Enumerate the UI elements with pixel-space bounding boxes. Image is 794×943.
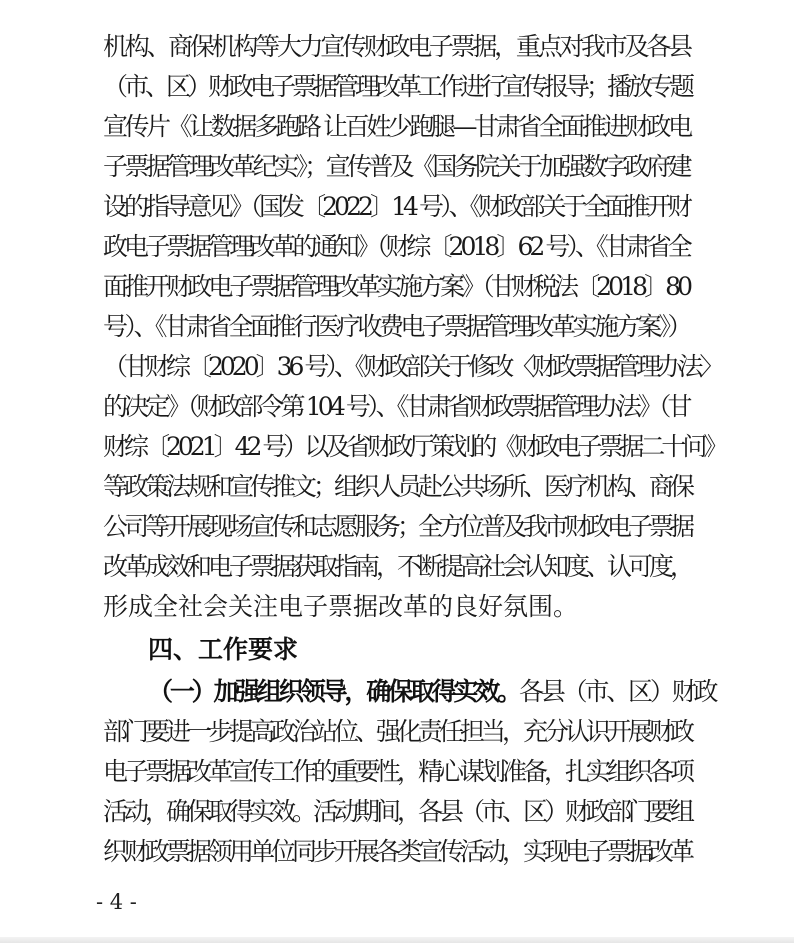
paragraph-line: 织财政票据领用单位同步开展各类宣传活动，实现电子票据改革	[103, 837, 692, 866]
page-number: - 4 -	[96, 890, 137, 914]
paragraph-line: 活动，确保取得实效。活动期间，各县（市、区）财政部门要组	[103, 797, 692, 826]
paragraph-line: 等政策法规和宣传推文；组织人员赴公共场所、医疗机构、商保	[103, 472, 692, 501]
paragraph-line: 的决定》（财政部令第 104 号）、《甘肃省财政票据管理办法》（甘	[103, 392, 689, 421]
paragraph-line: 部门要进一步提高政治站位、强化责任担当，充分认识开展财政	[103, 717, 692, 746]
paragraph-line: 改革成效和电子票据获取指南，不断提高社会认知度、认可度，	[103, 552, 692, 581]
paragraph-line: 电子票据改革宣传工作的重要性，精心谋划准备，扎实组织各项	[103, 757, 692, 786]
subsection-heading: （一）加强组织领导，确保取得实效。	[148, 677, 519, 706]
paragraph-line: 公司等开展现场宣传和志愿服务；全方位普及我市财政电子票据	[103, 512, 692, 541]
paragraph-line: （市、区）财政电子票据管理改革工作进行宣传报导；播放专题	[103, 72, 692, 101]
paragraph-line: 形成全社会关注电子票据改革的良好氛围。	[103, 592, 579, 621]
paragraph-line: 机构、商保机构等大力宣传财政电子票据，重点对我市及各县	[103, 32, 690, 61]
paragraph-line: 子票据管理改革纪实》；宣传普及《国务院关于加强数字政府建	[103, 152, 689, 181]
paragraph-line: 财综〔2021〕42 号）以及省财政厅策划的《财政电子票据二十问》	[103, 432, 725, 461]
paragraph-line: 号）、《甘肃省全面推行医疗收费电子票据管理改革实施方案》）	[103, 312, 690, 341]
paragraph-line: 宣传片《让数据多跑路 让百姓少跑腿—甘肃省全面推进财政电	[103, 112, 690, 141]
section-heading: 四、工作要求	[148, 635, 299, 664]
subsection-first-line	[148, 672, 716, 712]
paragraph-line: 面推开财政电子票据管理改革实施方案》（甘财税法〔2018〕80	[103, 272, 690, 301]
page-bottom-edge	[0, 937, 794, 943]
paragraph-line: 设的指导意见》（国发〔2022〕14 号）、《财政部关于全面推开财	[103, 192, 689, 221]
paragraph-line: 政电子票据管理改革的通知》（财综〔2018〕62 号）、《甘肃省全	[103, 232, 689, 261]
paragraph-line: （甘财综〔2020〕36 号）、《财政部关于修改〈财政票据管理办法〉	[103, 352, 721, 381]
subsection-first-line-text: 各县（市、区）财政	[518, 677, 716, 706]
